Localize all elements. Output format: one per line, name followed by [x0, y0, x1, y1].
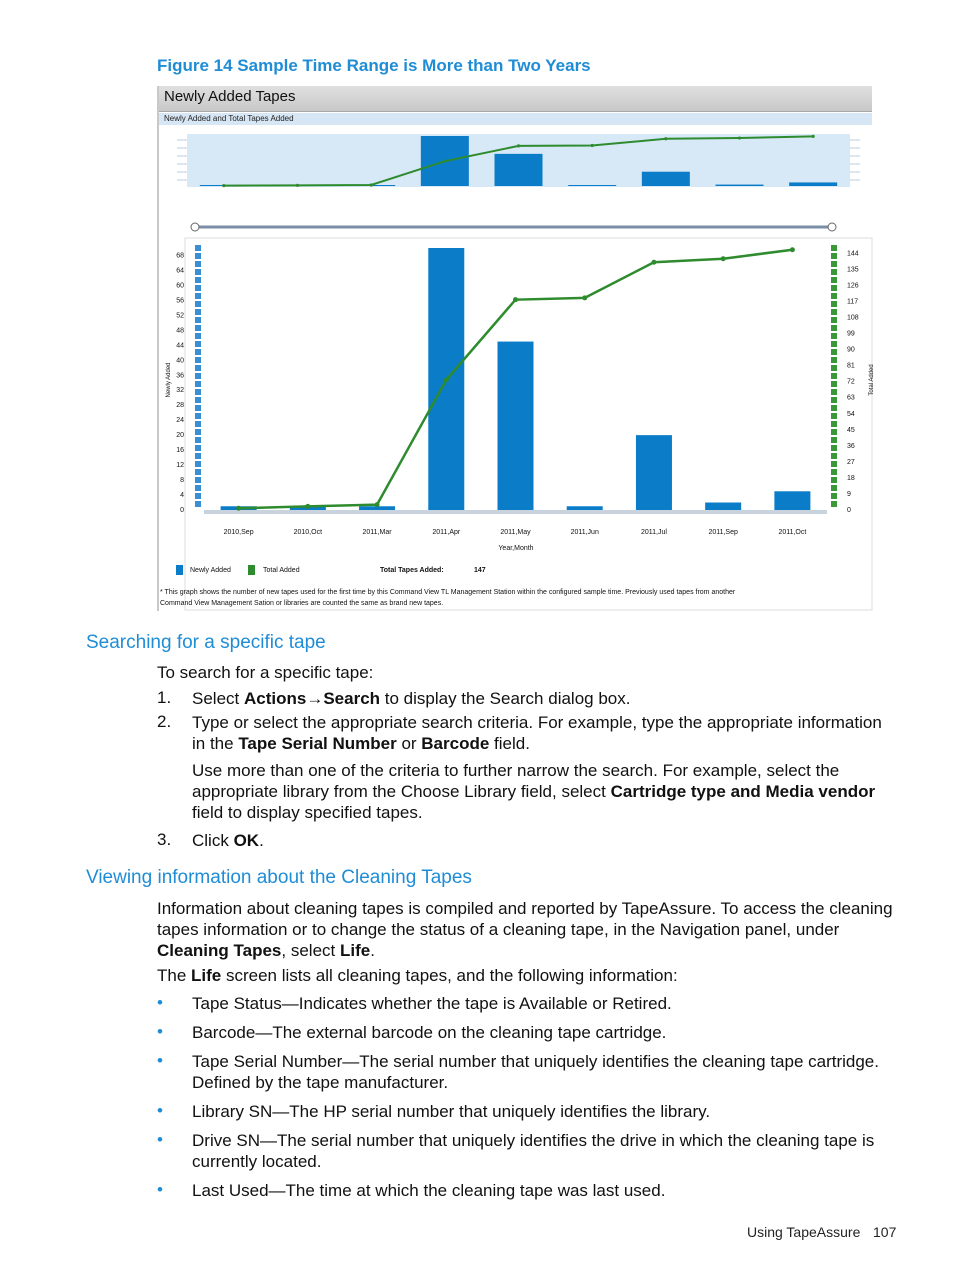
step1-text: [192, 688, 630, 709]
y-tick-label: 8: [180, 477, 184, 485]
chart-subtitle: Newly Added and Total Tapes Added: [159, 113, 872, 125]
left-axis-segment: [195, 293, 201, 299]
range-slider-left-handle[interactable]: [191, 223, 199, 231]
footer-page-number: 107: [873, 1224, 897, 1240]
y2-tick-label: 108: [847, 314, 859, 322]
y2-tick-label: 18: [847, 474, 855, 482]
x-tick-label: 2011,Jul: [640, 529, 667, 536]
legend-newly-swatch: [176, 565, 183, 575]
right-axis-segment: [831, 309, 837, 315]
right-axis-segment: [831, 293, 837, 299]
x-tick-label: 2011,Apr: [432, 529, 461, 536]
bullet-tape-status: Tape Status—Indicates whether the tape is Available or Retired.: [192, 994, 672, 1013]
left-axis-segment: [195, 373, 201, 379]
left-axis-segment: [195, 429, 201, 435]
bullet-library-sn: Library SN—The HP serial number that uniquely identifies the library.: [192, 1102, 711, 1121]
bullet-icon: •: [157, 1130, 163, 1149]
left-axis-segment: [195, 269, 201, 275]
note-a: appropriate library from the Choose Library field, select: [192, 782, 611, 801]
right-axis-segment: [831, 261, 837, 267]
left-axis-segment: [195, 245, 201, 251]
bar: [636, 435, 672, 510]
cleaning-p2-life: Life: [191, 966, 222, 985]
y-tick-label: 28: [176, 402, 184, 410]
right-axis-segment: [831, 317, 837, 323]
range-slider-right-handle[interactable]: [828, 223, 836, 231]
overview-bar: [789, 182, 837, 186]
y-tick-label: 24: [176, 417, 184, 425]
y2-tick-label: 45: [847, 426, 855, 434]
x-tick-label: 2011,Oct: [778, 529, 807, 536]
bullet-tape-serial-cont: Defined by the tape manufacturer.: [192, 1073, 449, 1092]
right-axis-segment: [831, 469, 837, 475]
right-axis-segment: [831, 461, 837, 467]
line-point: [375, 502, 380, 507]
left-axis-segment: [195, 301, 201, 307]
step2-barcode: Barcode: [421, 734, 490, 753]
step1-actions: Actions: [243, 689, 307, 708]
x-tick-label: 2010,Oct: [293, 529, 323, 536]
x-tick-label: 2011,Sep: [708, 529, 738, 536]
y-tick-label: 12: [176, 462, 184, 470]
line-point: [721, 256, 726, 261]
left-axis-segment: [195, 421, 201, 427]
y-tick-label: 0: [180, 507, 184, 514]
left-axis-segment: [195, 485, 201, 491]
right-axis-segment: [831, 493, 837, 499]
bullet-icon: •: [157, 1051, 163, 1070]
left-axis-segment: [195, 405, 201, 411]
y-tick-label: 44: [176, 342, 184, 350]
x-tick-label: 2011,Mar: [362, 529, 392, 536]
left-axis-segment: [195, 477, 201, 483]
bullet-icon: •: [157, 1180, 163, 1199]
y-tick-label: 20: [176, 432, 184, 440]
cleaning-p1-d: .: [370, 941, 375, 960]
right-axis-segment: [831, 405, 837, 411]
left-axis-segment: [195, 253, 201, 259]
footnote-line2: Command View Management Sation or libraries are counted the same as brand new tapes.: [160, 600, 444, 607]
search-intro: To search for a specific tape:: [157, 663, 374, 682]
step3-text: [192, 830, 264, 851]
bar: [498, 342, 534, 510]
step2-e: field.: [489, 734, 530, 753]
left-axis-bar: [195, 245, 201, 507]
y2-tick-label: 135: [847, 266, 859, 274]
left-axis-segment: [195, 461, 201, 467]
step3-c: .: [259, 831, 264, 850]
right-axis-segment: [831, 357, 837, 363]
section-heading-search: Searching for a specific tape: [86, 632, 326, 653]
bar: [705, 503, 741, 510]
total-tapes-value: 147: [474, 567, 486, 574]
step1-d: to display the Search dialog box.: [380, 689, 631, 708]
y-tick-label: 68: [176, 252, 184, 260]
overview-point: [370, 183, 373, 186]
right-axis-segment: [831, 429, 837, 435]
overview-point: [443, 160, 446, 163]
y-tick-label: 4: [180, 492, 184, 500]
left-axis-segment: [195, 309, 201, 315]
y2-tick-label: 27: [847, 458, 855, 466]
right-axis-segment: [831, 325, 837, 331]
cleaning-p1-line1: Information about cleaning tapes is compiled and reported by TapeAssure. To access the cleaning: [157, 899, 893, 918]
bar: [774, 491, 810, 510]
overview-point: [812, 135, 815, 138]
y-tick-label: 60: [176, 282, 184, 290]
overview-bar: [716, 185, 764, 186]
legend-total-label: Total Added: [263, 567, 300, 574]
right-axis-segment: [831, 477, 837, 483]
right-axis-segment: [831, 373, 837, 379]
y2-tick-label: 36: [847, 442, 855, 450]
line-point: [790, 247, 795, 252]
bullet-tape-serial: Tape Serial Number—The serial number that uniquely identifies the cleaning tape cartridge.: [192, 1052, 879, 1071]
overview-point: [664, 137, 667, 140]
step2-number: 2.: [157, 712, 172, 731]
footer-section-name: Using TapeAssure: [747, 1224, 861, 1240]
right-axis-segment: [831, 437, 837, 443]
y-tick-label: 16: [176, 447, 184, 455]
right-axis-bar: [831, 245, 837, 507]
right-axis-segment: [831, 485, 837, 491]
note-line1: Use more than one of the criteria to further narrow the search. For example, select the: [192, 761, 840, 780]
y2-tick-label: 126: [847, 282, 859, 290]
cleaning-tapes-term: Cleaning Tapes: [157, 941, 282, 960]
overview-bar: [642, 172, 690, 186]
left-axis-segment: [195, 381, 201, 387]
left-axis-segment: [195, 397, 201, 403]
left-axis-segment: [195, 261, 201, 267]
section-heading-cleaning: Viewing information about the Cleaning Tapes: [86, 867, 472, 888]
right-axis-segment: [831, 413, 837, 419]
right-axis-segment: [831, 501, 837, 507]
right-axis-segment: [831, 365, 837, 371]
right-axis-segment: [831, 333, 837, 339]
cleaning-p1-line2: tapes information or to change the status of a cleaning tape, in the Navigation panel, under: [157, 920, 840, 939]
right-axis-segment: [831, 253, 837, 259]
left-axis-segment: [195, 349, 201, 355]
total-tapes-label: Total Tapes Added:: [380, 567, 444, 574]
figure-caption: Figure 14 Sample Time Range is More than Two Years: [157, 56, 591, 75]
overview-point: [222, 184, 225, 187]
bar: [567, 506, 603, 510]
left-axis-segment: [195, 413, 201, 419]
left-axis-segment: [195, 469, 201, 475]
note-cartridge: Cartridge type and Media vendor: [610, 782, 876, 801]
y2-tick-label: 99: [847, 330, 855, 338]
x-tick-label: 2011,Jun: [570, 529, 599, 536]
overview-bar: [495, 154, 543, 186]
left-axis-segment: [195, 285, 201, 291]
cleaning-p2: [157, 965, 678, 986]
step3-a: Click: [192, 831, 234, 850]
left-axis-segment: [195, 389, 201, 395]
y-tick-label: 56: [176, 297, 184, 305]
left-axis-segment: [195, 333, 201, 339]
line-point: [513, 297, 518, 302]
bullet-drive-sn: Drive SN—The serial number that uniquely identifies the drive in which the cleaning tape is: [192, 1131, 875, 1150]
y-tick-label: 32: [176, 387, 184, 395]
left-axis-segment: [195, 277, 201, 283]
left-axis-segment: [195, 317, 201, 323]
right-axis-segment: [831, 445, 837, 451]
left-axis-segment: [195, 341, 201, 347]
step1-number: 1.: [157, 688, 172, 707]
line-point: [651, 260, 656, 265]
x-tick-label: 2010,Sep: [223, 529, 254, 536]
right-axis-segment: [831, 397, 837, 403]
y-tick-label: 64: [176, 267, 184, 275]
note-line2: [192, 781, 875, 802]
right-axis-ticks: [847, 250, 859, 514]
x-axis-ticks: [224, 529, 807, 536]
left-axis-segment: [195, 365, 201, 371]
chart-screenshot: [157, 86, 875, 611]
cleaning-p2-c: screen lists all cleaning tapes, and the following information:: [221, 966, 678, 985]
step1-search: Search: [323, 689, 381, 708]
right-axis-segment: [831, 453, 837, 459]
left-axis-ticks: [176, 252, 184, 514]
y2-tick-label: 0: [847, 507, 851, 514]
y2-tick-label: 117: [847, 298, 859, 306]
y2-tick-label: 63: [847, 394, 855, 402]
y2-tick-label: 81: [847, 362, 855, 370]
right-axis-segment: [831, 389, 837, 395]
bullet-icon: •: [157, 993, 163, 1012]
left-axis-segment: [195, 501, 201, 507]
bullet-icon: •: [157, 1022, 163, 1041]
y2-tick-label: 144: [847, 250, 859, 258]
y-tick-label: 48: [176, 327, 184, 335]
right-axis-segment: [831, 301, 837, 307]
step3-number: 3.: [157, 830, 172, 849]
line-point: [236, 506, 241, 511]
chart-svg: [157, 86, 875, 611]
left-axis-segment: [195, 325, 201, 331]
right-axis-segment: [831, 277, 837, 283]
window-title: Newly Added Tapes: [159, 86, 872, 112]
bullet-drive-sn-cont: currently located.: [192, 1152, 322, 1171]
right-axis-segment: [831, 245, 837, 251]
right-axis-segment: [831, 285, 837, 291]
line-point: [444, 377, 449, 382]
left-axis-segment: [195, 357, 201, 363]
step1-arrow: →: [306, 689, 324, 708]
x-tick-label: 2011,May: [500, 529, 531, 536]
right-axis-segment: [831, 421, 837, 427]
y2-tick-label: 9: [847, 490, 851, 498]
left-axis-segment: [195, 493, 201, 499]
x-axis-label: Year,Month: [498, 545, 534, 552]
life-term: Life: [339, 941, 371, 960]
y2-tick-label: 90: [847, 346, 855, 354]
right-axis-segment: [831, 381, 837, 387]
right-axis-segment: [831, 349, 837, 355]
overview-point: [738, 136, 741, 139]
y2-tick-label: 72: [847, 378, 855, 386]
legend-newly-label: Newly Added: [190, 567, 231, 574]
footnote-line1: * This graph shows the number of new tapes used for the first time by this Command View TL Management Station within the configured sample time. Previously used tapes from another: [160, 589, 736, 596]
step2-c: or: [396, 734, 422, 753]
overview-point: [517, 144, 520, 147]
legend-total-swatch: [248, 565, 255, 575]
step1-a: Select: [192, 689, 244, 708]
right-axis-segment: [831, 341, 837, 347]
bullet-icon: •: [157, 1101, 163, 1120]
y-tick-label: 36: [176, 372, 184, 380]
step2-line1: Type or select the appropriate search criteria. For example, type the appropriate information: [192, 713, 882, 732]
cleaning-p2-a: The: [157, 966, 192, 985]
bullet-barcode: Barcode—The external barcode on the cleaning tape cartridge.: [192, 1023, 667, 1042]
note-line3: field to display specified tapes.: [192, 803, 423, 822]
step2-tape-serial: Tape Serial Number: [238, 734, 397, 753]
cleaning-p1-b: , select: [281, 941, 340, 960]
left-axis-segment: [195, 437, 201, 443]
overview-point: [296, 184, 299, 187]
line-point: [305, 504, 310, 509]
y2-tick-label: 54: [847, 410, 855, 418]
y2-axis-label: Total Added: [869, 364, 875, 396]
right-axis-segment: [831, 269, 837, 275]
step3-ok: OK: [233, 831, 260, 850]
left-axis-segment: [195, 445, 201, 451]
overview-point: [591, 144, 594, 147]
step2-line2: [192, 733, 530, 754]
step2-a: in the: [192, 734, 239, 753]
y-axis-label: Newly Added: [166, 362, 172, 398]
line-point: [582, 295, 587, 300]
y-tick-label: 52: [176, 312, 184, 320]
cleaning-p1-line3: [157, 940, 375, 961]
y-tick-label: 40: [176, 357, 184, 365]
bullet-last-used: Last Used—The time at which the cleaning tape was last used.: [192, 1181, 666, 1200]
overview-bar: [568, 185, 616, 186]
left-axis-segment: [195, 453, 201, 459]
